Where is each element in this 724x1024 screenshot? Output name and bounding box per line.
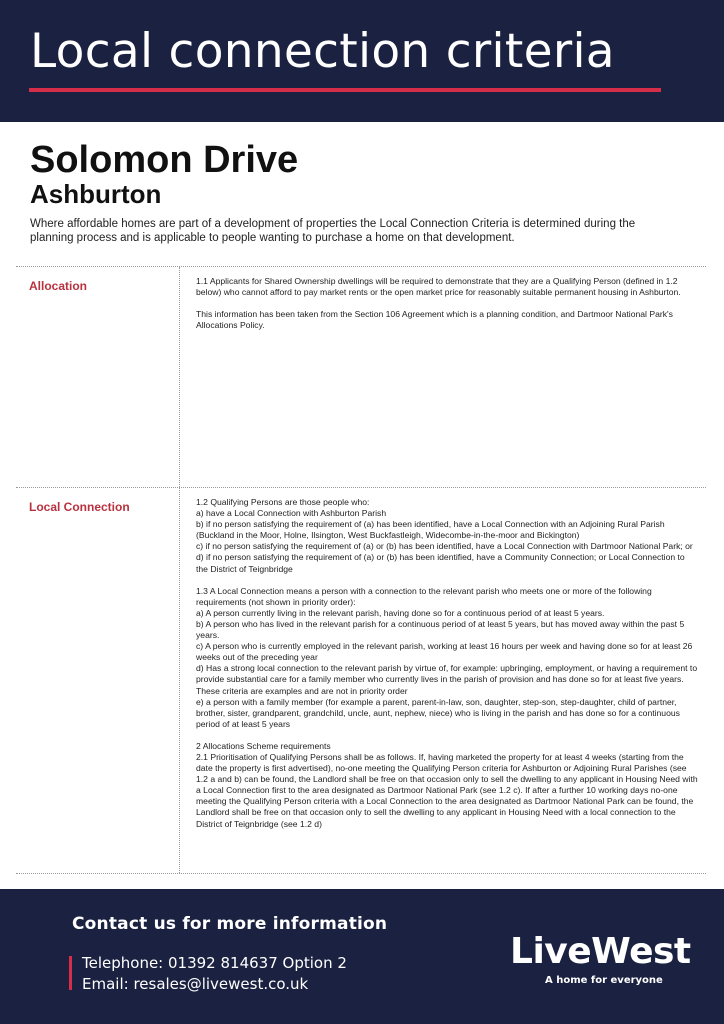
section-line: b) A person who has lived in the relevant parish for a continuous period of at least 5 years, but has moved away within the past 5 years. [196, 618, 685, 641]
section-line: 2 Allocations Scheme requirements [196, 740, 331, 751]
section-line: 2.1 Prioritisation of Qualifying Persons shall be as follows. If, having marketed the property for at least 4 weeks (starting from the date the property is first advertised), no-one meeting the Qualifying Person criteria for Ashburton or Adjoining Rural Parishes (see 1.2 a and b) can be found, the Landlord shall be free on that occasion only to sell the dwelling to any applicant in Housing Need with a Local Connection first to the area designated as Dartmoor National Park (see 1.2 c). If after a further 10 working days no-one meeting the Qualifying Person criteria with a Local Connection to the area designated as Dartmoor National Park can be found, the Landlord shall be free on that occasion only to sell the dwelling to any applicant in Housing Need with a local connection to the District of Teignbridge (see 1.2 d) [196, 751, 698, 829]
section-line: c) A person who is currently employed in the relevant parish, working at least 16 hours per week and having done so for at least 26 weeks out of the preceding year [196, 641, 693, 663]
criteria-row-allocation [16, 267, 706, 488]
section-line: b) if no person satisfying the requirement of (a) has been identified, have a Local Connection with an Adjoining Rural Parish (Buckland in the Moor, Holne, Ilsington, West Buckfastleigh, Widecombe-in-the-moor and Bickington) [196, 519, 665, 541]
criteria-label-cell [16, 488, 180, 873]
development-name: Solomon Drive [30, 139, 299, 181]
intro-paragraph: Where affordable homes are part of a development of properties the Local Connection Criteria is determined during the planning process and is applicable to people wanting to purchase a home on that development. [30, 218, 636, 244]
criteria-label-cell [16, 267, 180, 487]
development-title-block [30, 139, 694, 245]
section-line: a) A person currently living in the relevant parish, having done so for a continuous period of at least 5 years. [196, 607, 605, 618]
criteria-body-cell [180, 488, 706, 873]
section-line: e) a person with a family member (for example a parent, parent-in-law, son, daughter, step-son, step-daughter, child of partner, brother, sister, grandparent, grandchild, uncle, aunt, nephew, niece) who is living in the parish and has done so for a continuous period of at least 5 years [196, 696, 680, 729]
contact-heading: Contact us for more information [72, 914, 388, 934]
section-line: d) Has a strong local connection to the relevant parish by virtue of, for example: upbringing, employment, or having a requirement to provide substantial care for a family member who currently lives in the parish of provision and has done so for at least five years. These criteria are examples and are not in priority order [196, 663, 698, 696]
section-2 [196, 741, 698, 830]
section-line: c) if no person satisfying the requirement of (a) or (b) has been identified, have a Local Connection with Dartmoor National Park; or [196, 541, 693, 552]
allocation-paragraph: 1.1 Applicants for Shared Ownership dwellings will be required to demonstrate that they are a Qualifying Person (defined in 1.2 below) who cannot afford to pay market rents or the open market price for reasonably suitable permanent housing in Ashburton. [196, 276, 681, 298]
development-town: Ashburton [30, 179, 162, 209]
criteria-label: Local Connection [29, 500, 130, 514]
page-footer [0, 889, 724, 1024]
section-line: 1.2 Qualifying Persons are those people who: [196, 497, 370, 507]
criteria-body-cell [180, 267, 706, 487]
contact-accent-bar [69, 956, 72, 990]
criteria-label: Allocation [29, 279, 88, 293]
criteria-table [16, 266, 706, 874]
allocation-paragraph: This information has been taken from the Section 106 Agreement which is a planning condition, and Dartmoor National Park's Allocations Policy. [196, 309, 673, 331]
section-line: 1.3 A Local Connection means a person with a connection to the relevant parish who meets one or more of the following requirements (not shown in priority order): [196, 585, 652, 607]
page-header [0, 0, 724, 122]
criteria-row-local-connection [16, 488, 706, 874]
page-title: Local connection criteria [30, 24, 615, 79]
section-1-3 [196, 586, 698, 730]
brand-tagline: A home for everyone [545, 975, 663, 986]
section-1-2 [196, 497, 698, 575]
livewest-logo: LiveWest [510, 931, 691, 972]
section-line: a) have a Local Connection with Ashburton Parish [196, 508, 387, 519]
section-line: d) if no person satisfying the requirement of (a) or (b) has been identified, have a Community Connection; or Local Connection to the District of Teignbridge [196, 552, 685, 574]
telephone-text[interactable]: Telephone: 01392 814637 Option 2 [82, 954, 347, 972]
email-text[interactable]: Email: resales@livewest.co.uk [82, 975, 309, 993]
title-underline [29, 88, 661, 92]
